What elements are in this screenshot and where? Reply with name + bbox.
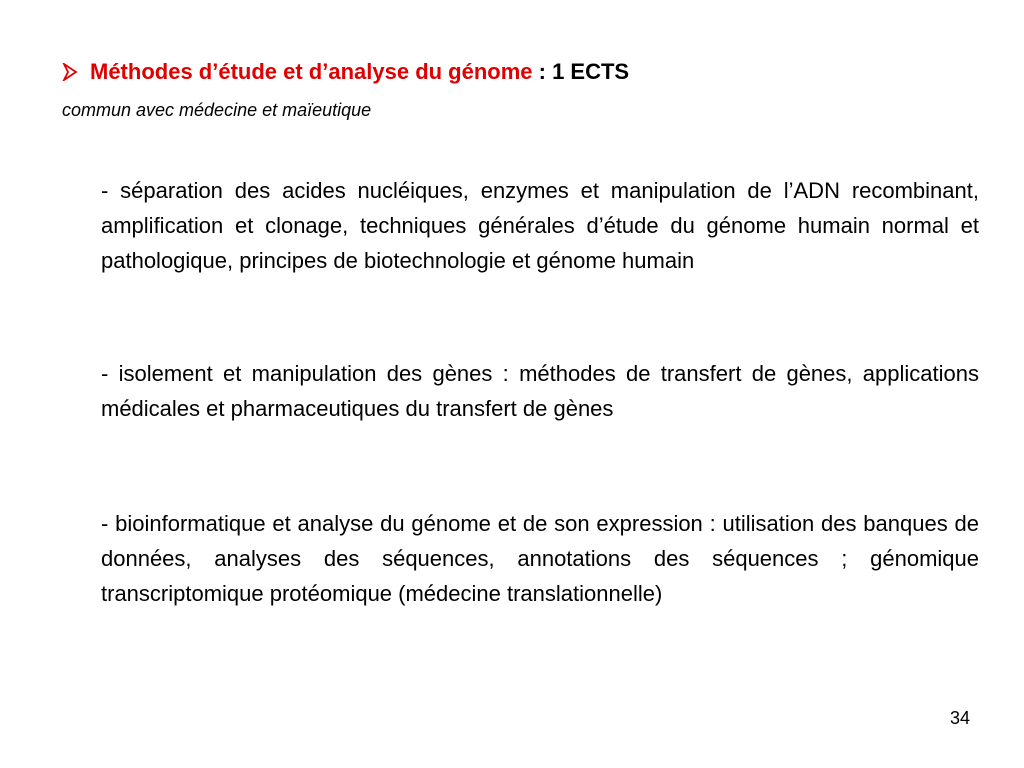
section-heading [62, 57, 629, 87]
section-title: Méthodes d’étude et d’analyse du génome [90, 59, 533, 84]
page-number: 34 [949, 708, 970, 728]
arrowhead-bullet-icon [62, 57, 90, 87]
content-paragraph-bioinformatics: - bioinformatique et analyse du génome et de son expression : utilisation des banques de données, analyses des séquences, annotations des séquences ; génomique transcriptomique protéomique (médecine translationnelle) [101, 511, 979, 606]
section-subtitle: commun avec médecine et maïeutique [62, 100, 372, 120]
content-paragraph-nucleic-acids: - séparation des acides nucléiques, enzymes et manipulation de l’ADN recombinant, amplification et clonage, techniques générales d’étude du génome humain normal et pathologique, principes de biotechnologie et génome humain [101, 178, 979, 273]
section-credits: : 1 ECTS [532, 59, 630, 84]
content-paragraph-gene-transfer: - isolement et manipulation des gènes : méthodes de transfert de gènes, applications médicales et pharmaceutiques du transfert de gènes [101, 361, 979, 421]
